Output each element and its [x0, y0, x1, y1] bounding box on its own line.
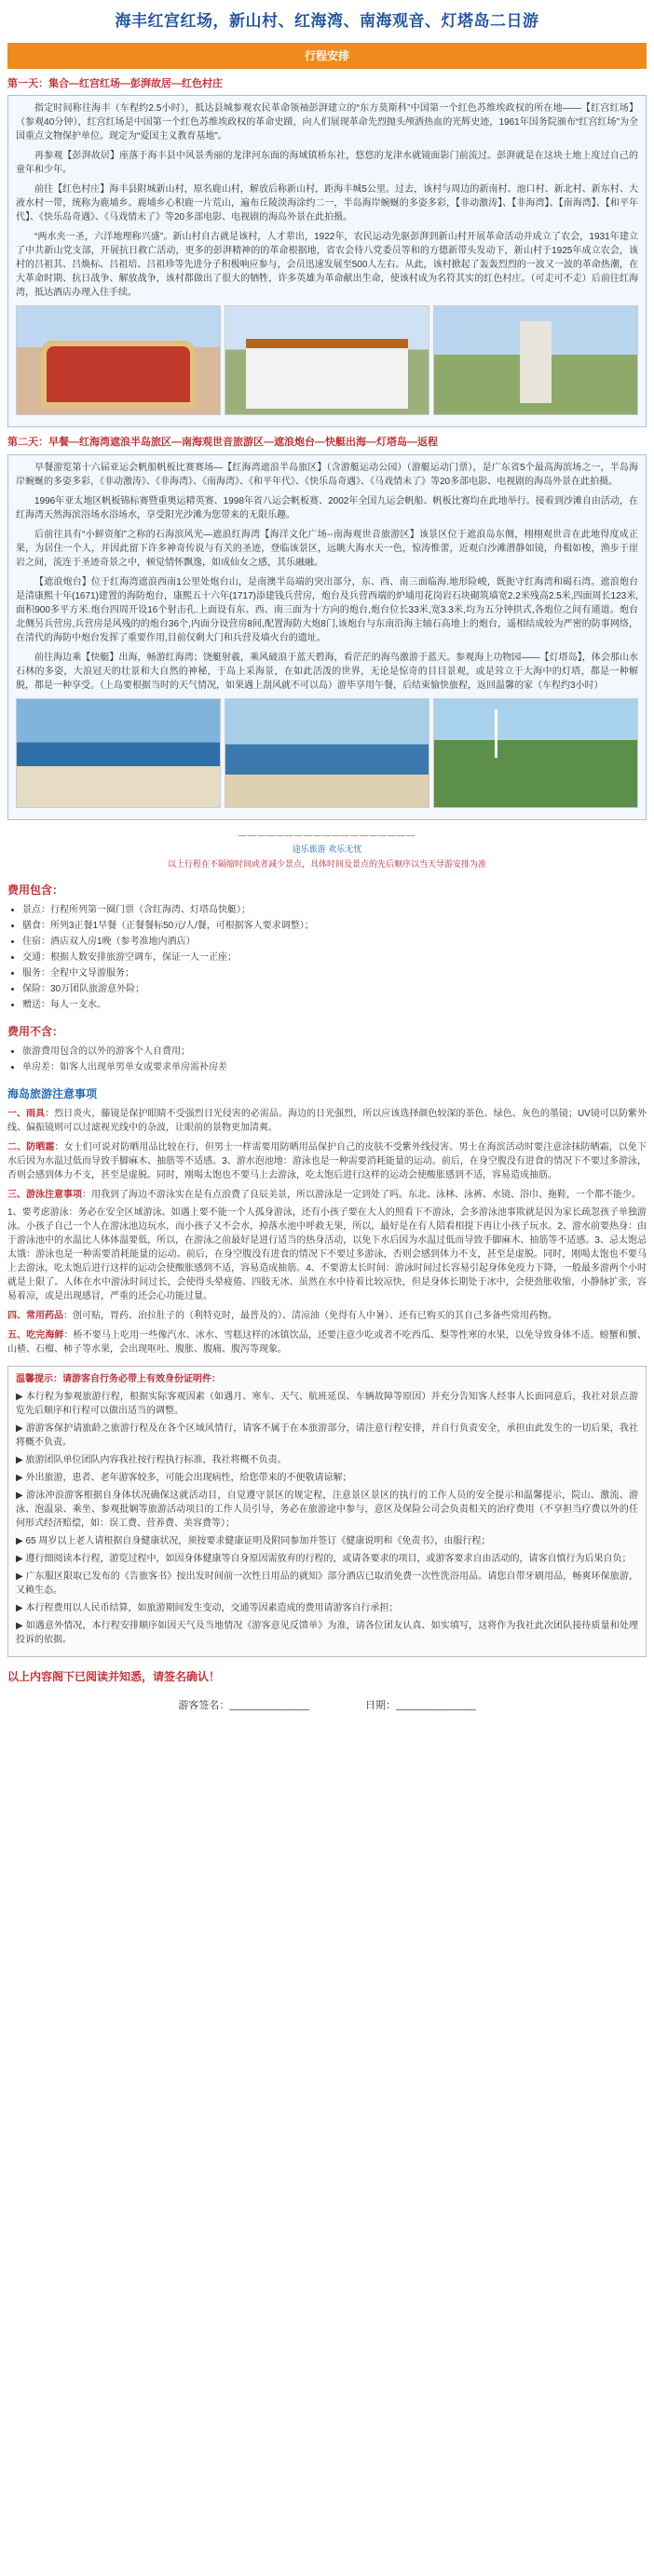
warm-tip-1: ▶ 本行程为参观旅游行程，根据实际客观因素（如遇月、寒车、天气、航班延误、车辆故障等原因）并充分告知客人经事人长面同意后，我社对景点游览先后顺序和行程可以做出适当的调整。 — [16, 1392, 638, 1416]
notice-num-5: 五、 — [7, 1330, 27, 1341]
page-title: 海丰红宫红场，新山村、红海湾、南海观音、灯塔岛二日游 — [115, 12, 539, 30]
confirm-statement: 以上内容阁下已阅读并知悉，请签名确认！ — [7, 1670, 221, 1683]
cost-include-list — [7, 903, 647, 1012]
cost-include-title: 费用包含： — [7, 883, 64, 897]
notice-item-4 — [7, 1309, 647, 1323]
day2-heading: 第二天：早餐—红海湾遮浪半岛旅区—南海观世音旅游区—遮浪炮台—快艇出海—灯塔岛—返程 — [7, 437, 438, 448]
day2-para-2: 1996年亚太地区帆板锦标赛暨重奥运精英赛、1998年省八运会帆板赛、2002年全国九运会帆船、帆板比赛均在此地举行。接着到沙滩自由活动，在红海湾天然海滨浴场水浴场水，享受阳光沙滩为您带来的无限乐趣。 — [16, 495, 638, 520]
day1-para-3: 前往【红色村庄】海丰县附城新山村，原名鹿山村，解放后称新山村，距海丰城5公里。过去，该村与周边的新南村、池口村、新北村、新东村、大液水村一带，统称为鹿埔乡。鹿埔乡心积鹿一片荒山，遍布丘陵淡海涂约二一，半岛海岸蜿蜒的多姿多彩，【非动激涛】、【非海湾】、【南海湾】、【和平年代】、《快乐岛奇遇》、《马戏情未了》等20多部电影、电视剧的海岛外景在此拍摄。 — [16, 184, 638, 223]
notice-num-4: 四、 — [7, 1311, 26, 1321]
notice-item-5 — [7, 1328, 647, 1356]
day1-photo-row — [16, 305, 638, 415]
list-item: • 赠送：每人一支水。 — [22, 998, 647, 1012]
day1-para-1: 指定时间称往海丰（车程约2.5小时），抵达县城参观农民革命领袖彭湃建立的“东方莫斯科”中国第一个红色苏维埃政权的所在地——【红宫红场】（参观40分钟），红宫红场是中国第一个红色苏维埃政权的革命史蹟，向人们展现革命先烈抛头颅洒热血的光辉史迹，1961年国务院颁布“红宫红场”为全国重点文物保护单位。现定为“爱国主义教育基地”。 — [16, 103, 638, 142]
day1-para-2: 再参观【彭湃故居】座落于海丰县中风景秀丽的龙津河东面的海域镇桥东社，悠悠的龙津水就镜面影门前流过。彭湃就是在这块土地上度过自己的童年和少年。 — [16, 151, 638, 175]
warm-tip-2: ▶ 游游客保护请旅龄之旅游行程及在各个区域风情行，请客不属于在本旅游部分，请注意行程安排，并自行负责安全，承担由此发生的一切后果，我社将概不负责。 — [16, 1423, 638, 1448]
list-item: • 景点：行程所列第一圈门票（含红海湾、灯塔岛快艇）； — [22, 903, 647, 917]
day2-para-4: 【遮浪炮台】位于红海湾遮浪西南1公里处炮台山，是南澳半岛端的突出部分，东、西、南三面临海.地形险峻，既扼守红海湾和碣石湾。遮浪炮台是清康熙十年(1671)建置的海防炮台，康熙五十六年(1717)添建钱兵营房，炮台及兵营西端的炉埔用花岗岩石块砌筑墙宽2.2米残高2.5米,四面周长123米,面积900多平方米.炮台四周开设16个射击孔.上面设有东、西、南三面为十方向的炮台,炮台位长33米,宽3.3米,均为五分钟拱式,各炮位之间有通道。炮台北侧另兵营房,兵营房是风残的的炮台36个,内面分设营房8间,配置海防大炮8门,该炮台与东南沿海主轴石高地上的炮台，遥相结成较为严密的防事网络，在清代的海防中炮台发挥了重要作用,目前仅剩大门和兵营及墙火台的遗址。 — [16, 576, 638, 643]
notice-item-3 — [7, 1188, 647, 1303]
warm-tip-7: ▶ 遵行细阅读本行程，游览过程中，如因身体健康等自身原因需放弃的行程的，或请各要求的项目，或游客要求自由活动的，请客自慎行为后果自负； — [16, 1554, 632, 1564]
day2-block — [7, 454, 647, 820]
day1-para-4: “两水夹一圣，六洋地理称兴盛”。新山村自古就是该村，人才辈出，1922年，农民运动先驱彭湃到新山村开展革命活动并成立了农会，1931年建立了中共新山党支部，开展抗日救亡活动，更多的彭湃精神的的革命根据地，省农会待八党委员等和的方德新带头发动下，新山村于1925年成立农会，该村的吕祖其、吕焕标、吕祖培、吕祖珍等先进分子积极响应参与，会员迅速发展至500人左右。从此，该村掀起了轰轰烈烈的一波又一波的革命热潮，在大革命时期、抗日战争、解放战争，该村都做出了很大的牺牲，许多英雄为革命献出生命，使该村成为名符其实的红色村庄。（可走可不走）后前往红海湾，抵达酒店办理入住手续。 — [16, 232, 638, 298]
list-item: • 住宿：酒店双人房1晚（参考准地内酒店） — [22, 935, 647, 949]
notice-num-3: 三、 — [7, 1190, 26, 1200]
notice-label-5: 吃完海鲜 — [26, 1330, 64, 1341]
notice-item-1 — [7, 1107, 647, 1135]
schedule-disclaimer: 以上行程在不隔缩时间或者减少景点，具体时间及景点的先后顺序以当天导游安排为准 — [167, 858, 486, 869]
warm-tip-9: ▶ 本行程费用以人民币结算，如旅游期间发生变动，交通等因素造成的费用请游客自行承担； — [16, 1603, 399, 1613]
photo-honghaiwan-beach — [16, 698, 221, 808]
photo-red-palace-gate — [16, 305, 221, 415]
notice-label-3: 游泳注意事项 — [26, 1190, 82, 1200]
day2-para-5: 前往海边乘【快艇】出海，畅游红海湾；饶艇射羲，乘风破浪于蓝天碧海，看茫茫的海鸟激游于蓝天。参观海上功物园——【灯塔岛】，体会那山水石林的多姿，大浪冠天的壮景和大自然的神秘，于岛上采海景，在如此活泼的世界，无论是惊奇的目目景观，或是耸立于大海中的灯塔，都是一种解脱，都是一种享受。（上岛要根据当时的天气情况，如果遇上刮风就不可以岛）游毕享用午餐，后结束愉快旅程，返回温馨的家（车程约3小时） — [16, 652, 638, 691]
list-item: • 旅游费用包含的以外的游客个人自费用； — [22, 1045, 647, 1059]
guest-signature-field[interactable]: 游客签名：______________ — [178, 1700, 309, 1711]
cost-exclude-list — [7, 1045, 647, 1074]
notice-text-1: ：烈日炎火，藤镜是保护眼睛不受强烈日光侵害的必需品。海边的日光强烈，所以应该选择颜色较深的茶色、绿色、灰色的墨镜；UV镜可以防紫外线、偏振镜则可以过滤视光线中的杂波，让眼前的景物更加清爽。 — [7, 1109, 647, 1133]
notice-item-2 — [7, 1140, 647, 1182]
warm-tip-5: ▶ 游泳冲浪游客根据自身体状况确保这就活动目，自觉遵守景区的规定程，注意景区景区的执行的工作人员的安全提示和温馨提示，院山、激流、游泳、泡温泉、乘坐、参观批娴等旅游活动项目的工作人员引导，务必在旅游途中参与，意区及保险公司会负责相关的治疗费用（不享担当疗费以外的任何形式经济赔偿，如：误工费、营养费、美容费等）； — [16, 1490, 638, 1529]
warm-tip-10: ▶ 如遇意外情况，本行程安排顺序如因天气及当地情况《游客意见反馈单》为准，请各位团友认真、如实填写，这将作为我社此次团队接待质量和处理投诉的依据。 — [16, 1621, 638, 1645]
list-item: • 保险：30万团队旅游意外险； — [22, 982, 647, 996]
warm-tip-box — [7, 1366, 647, 1657]
photo-xinshan-village — [433, 305, 638, 415]
notice-label-1: 雨具 — [26, 1109, 46, 1119]
day2-para-1: 早餐游览第十六届亚运会帆船帆板比赛赛场—【红海湾遮浪半岛旅区】（含游艇运动公园）（游艇运动门票），是广东省5个最高海滨场之一，半岛海岸蜿蜒的多姿多彩，《非动激涛》、《非海湾》、《南海湾》、《和平年代》、《快乐岛奇遇》、《马戏情未了》等20多部电影、电视剧的海岛外景在此拍摄。 — [16, 462, 638, 487]
list-item: • 膳食：所列3正餐1早餐（正餐餐标50元/人/餐，可根据客人要求调整）； — [22, 919, 647, 933]
sea-notice-title: 海岛旅游注意事项 — [7, 1087, 98, 1100]
photo-peng-pai-residence — [225, 305, 429, 415]
notice-num-1: 一、 — [7, 1109, 27, 1119]
warm-tip-3: ▶ 旅游团队单位团队内容我社按行程执行标准，我社将概不负责。 — [16, 1455, 287, 1465]
notice-text-2: ：女士们可说对防晒用品比较在行，但男士一样需要用防晒用品保护自己的皮肤不受紫外线侵害。男士在海滨活动时要注意涂抹防晒霜，以免下水后因为水温过低而导致手脚麻木、抽筋等不适感。3、游水泡池地：游泳也是一种需要消耗能量的运动。前后，在身空腹没有进食的情况下不要过多游泳，否则会感到体力不支，甚至是虚脱。同时，刚喝太饱也不要马上去游泳，吃太饱后进行这样的运动会使酸胀感到不适，容易造成抽筋。 — [7, 1142, 647, 1180]
cost-exclude-title: 费用不含： — [7, 1025, 64, 1038]
notice-label-2: 防晒霜 — [26, 1142, 55, 1153]
day2-photo-row — [16, 698, 638, 808]
notice-label-4: 常用药品 — [26, 1311, 63, 1321]
notice-num-2: 二、 — [7, 1142, 27, 1153]
day1-heading: 第一天：集合—红宫红场—彭湃故居—红色村庄 — [7, 77, 223, 89]
notice-text-5: ：桥不要马上吃用一些像汽水、冰水、雪糕这样的冰镇饮品，还要注意少吃或者不吃西瓜、梨等性寒的水果，以免导致身体不适。螃蟹和蟹、山楂、石榴、柿子等水果，会出现呕吐、腹胀、腹痛、腹泻等现象。 — [7, 1330, 647, 1355]
photo-lighthouse-island — [433, 698, 638, 808]
notice-text-4: ：创可贴，胃药、治拉肚子的（利特克时，最普及的）、清凉油（免得有人中暑）、还有已购买的其自己多备些常用药物。 — [63, 1311, 557, 1321]
list-item: • 交通：根据人数安排旅游空调车，保证一人一正座； — [22, 951, 647, 964]
date-field[interactable]: 日期：______________ — [365, 1700, 476, 1711]
warm-tip-title: 温馨提示：请游客自行务必带上有效身份证明件： — [16, 1374, 221, 1384]
warm-tip-4: ▶ 外出旅游，患者、老年游客较多，可能会出现病性，给您带来的不便敬请谅解； — [16, 1473, 352, 1483]
day1-block — [7, 95, 647, 427]
notice-swim-detail: 1、要考虑游泳：务必在安全区域游泳。如遇上要不能一个人孤身游泳，还有小孩子要在大人的照看下不游泳，会多游泳池事欺就是因为家长疏忽孩子单独游泳。小孩子自己一个人在游泳池边玩水，而小孩子又不会水，掉落水池中呼救无果，所以，最好是在有人陪看相提下再让小孩子玩水。2、游水前要热身：由于游泳池中的水温比人体体温要低，所以，在游泳之前最好是进行适当的热身活动，以免下水后因为水温过低而导致手脚麻木、抽筋等不适感。3、忌太饱忌太饿：游泳也是一种需要消耗能量的运动。前后，在身空腹没有进食的情况下不要过多游泳，否则会感到体力不支，甚至是虚脱。同时，刚喝太饱也不要马上去游泳，吃太饱后进行这样的运动会使酸胀感到不适，容易造成抽筋。4、不要游太长时间：游泳时间过长容易引起身体免疫力下降，一般最多游两个小时就是上限了。人体在水中游泳时间过长，会使得头晕疲倦、四肢无冰、虽然在水中待着比较凉快，但是身体长期处于冰中，会使劲胀收缩，小静脉扩张，容易着凉，或是出现感冒，严重的还会心功能过量。 — [7, 1207, 647, 1301]
photo-windsurfing — [225, 698, 429, 808]
schedule-banner: 行程安排 — [7, 43, 647, 69]
warm-tip-8: ▶ 广东服区限取已发布的《告旅客书》按出发时间前一次性日用品的就知》部分酒店已取消免费一次性洗浴用品。请您自带牙刷用品，畅爽环保旅游，又赖生态。 — [16, 1571, 638, 1596]
divider-dashes: ——————————————————— — [238, 829, 416, 840]
warm-tip-6: ▶ 65 周岁以上老人请根据自身健康状况，须按要求健康证明及附同参加并签订《健康说明和《免责书》，由服行程； — [16, 1536, 491, 1546]
day2-para-3: 后前往具有“小鲜资舶”之称的石海滨风光—遮浪红海湾【海洋文化广场--南海观世音旅游区】该景区位于遮浪岛东侧，栩栩观世音在此地得度成正果，为居住一个人，并因此留下许多神奇传说与有关的圣迹，登临该景区，远眺大海水天一色，惊涛惟蕾，近观白沙滩潜静如镜，舟楫如梭，渔步于崖岩之间，流连于圣迹奇景之中，顿觉情怀飘逸，如成仙女之感，其乐融融。 — [16, 529, 638, 568]
agency-slogan: 途乐旅游 欢乐无忧 — [292, 844, 362, 854]
notice-text-3: ：用我到了海边不游泳实在是有点浪费了良辰美景，所以游泳是一定到处了吗。东北、泳林、泳裤、水镜、浴巾、拖鞋，一个都不能少。 — [82, 1190, 641, 1200]
list-item: • 单房差：如客人出现单男单女或要求单房需补房差 — [22, 1060, 647, 1074]
signature-row — [7, 1698, 647, 1731]
list-item: • 服务：全程中文导游服务； — [22, 966, 647, 980]
